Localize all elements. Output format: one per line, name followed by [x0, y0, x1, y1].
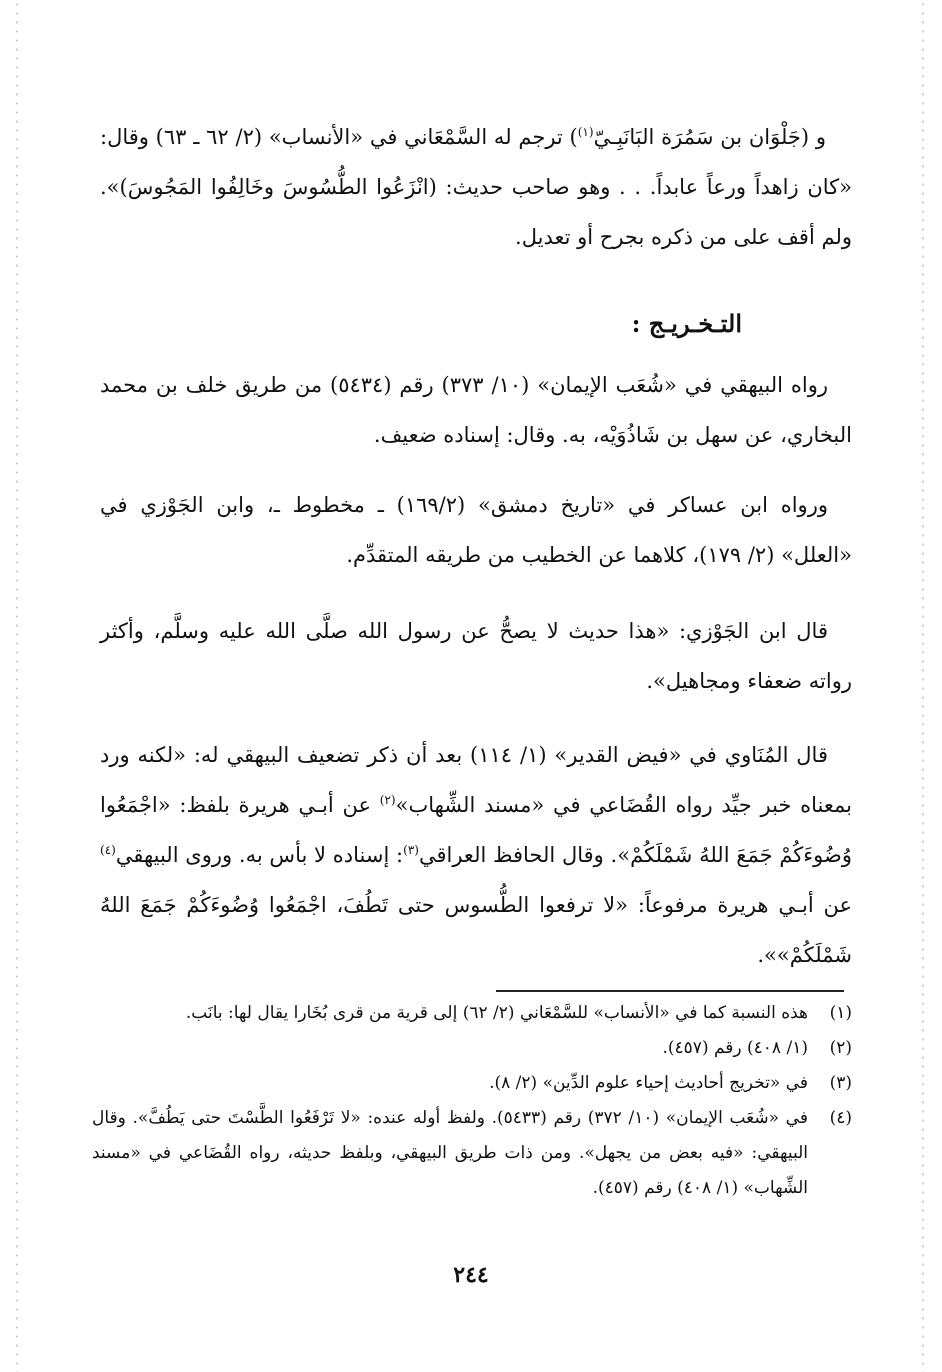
paragraph-bayhaqi: رواه البيهقي في «شُعَب الإيمان» (١٠/ ٣٧٣) رقم (٥٤٣٤) من طريق خلف بن محمد البخاري، عن سهل بن شَاذُوَيْه، به. وقال: إسناده ضعيف.: [100, 373, 852, 447]
paragraph-ibn-jawzi: قال ابن الجَوْزي: «هذا حديث لا يصحُّ عن رسول الله صلَّى الله عليه وسلَّم، وأكثر رواته ضعفاء ومجاهيل».: [100, 619, 852, 693]
footnote-1: [92, 996, 852, 1031]
footnote-4: [92, 1101, 852, 1206]
munawi-text-c: : إسناده لا بأس به. وروى البيهقي: [115, 843, 404, 867]
takhrij-block-1: [100, 360, 852, 460]
footnote-text: (١/ ٤٠٨) رقم (٤٥٧).: [662, 1038, 808, 1058]
footnote-marker-1[interactable]: (١): [577, 125, 594, 139]
footnote-3: [92, 1066, 852, 1101]
footnotes: [92, 996, 852, 1206]
munawi-text-b: عن أبـي هريرة بلفظ: «اجْمَعُوا وُضُوءَكُمْ جَمَعَ اللهُ شَمْلَكُمْ». وقال الحافظ العراقي: [100, 793, 852, 867]
footnote-divider: [496, 990, 844, 992]
takhrij-block-2: [100, 480, 852, 580]
footnote-text: في «شُعَب الإيمان» (١٠/ ٣٧٢) رقم (٥٤٣٣). ولفظ أوله عنده: «لا تَرْفَعُوا الطَّسْتَ حتى يَطُفَّ». وقال البيهقي: «فيه بعض من يجهل». ومن ذات طريق البيهقي، وبلفظ حديثه، رواه القُضَاعي في «مسند الشِّهاب» (١/ ٤٠٨) رقم (٤٥٧).: [92, 1108, 808, 1198]
page-number: ٢٤٤: [453, 1262, 489, 1288]
scan-edge-dots-right: [922, 0, 924, 1372]
footnote-number: (٢): [829, 1038, 852, 1058]
takhrij-block-4: [100, 730, 852, 980]
footnote-text: في «تخريج أحاديث إحياء علوم الدِّين» (٢/ ٨).: [489, 1073, 808, 1093]
intro-text-rest: ) ترجم له السَّمْعَاني في «الأنساب» (٢/ ٦٢ ـ ٦٣) وقال: «كان زاهداً ورعاً عابداً. . . وهو صاحب حديث: (انْزَعُوا الطُّسُوسَ وخَالِفُوا المَجُوسَ)». ولم أقف على من ذكره بجرح أو تعديل.: [100, 125, 852, 249]
paragraph-ibn-asakir: ورواه ابن عساكر في «تاريخ دمشق» (١٦٩/٢) ـ مخطوط ـ، وابن الجَوْزي في «العلل» (٢/ ١٧٩)، كلاهما عن الخطيب من طريقه المتقدِّم.: [100, 493, 852, 567]
footnote-text: هذه النسبة كما في «الأنساب» للسَّمْعَاني (٢/ ٦٢) إلى قرية من قرى بُخَارا يقال لها: بانَب.: [185, 1003, 808, 1023]
munawi-text-a: قال المُنَاوي في «فيض القدير» (١/ ١١٤) بعد أن ذكر تضعيف البيهقي له: «لكنه ورد بمعناه خبر جيِّد رواه القُضَاعي في «مسند الشِّهاب»: [100, 743, 853, 817]
intro-paragraph: [100, 112, 852, 262]
munawi-text-d: عن أبـي هريرة مرفوعاً: «لا ترفعوا الطُّسوس حتى تَطُفَ، اجْمَعُوا وُضُوءَكُمْ جَمَعَ اللهُ شَمْلَكُمْ»».: [100, 893, 852, 967]
intro-text: و (جَلْوَان بن سَمُرَة البَانَبِـيّ: [593, 125, 826, 149]
intro-block: [100, 112, 852, 262]
section-heading: التـخـريـج :: [631, 309, 742, 338]
footnote-marker-2[interactable]: (٢): [379, 793, 396, 807]
footnote-marker-3[interactable]: (٣): [403, 843, 419, 857]
scan-edge-dots-left: [16, 0, 18, 1372]
footnote-marker-4[interactable]: (٤): [100, 843, 116, 857]
takhrij-block-3: [100, 606, 852, 706]
paragraph-munawi: [100, 730, 852, 980]
footnote-2: [92, 1031, 852, 1066]
footnote-number: (١): [829, 1003, 852, 1023]
footnote-number: (٤): [829, 1108, 852, 1128]
footnote-number: (٣): [829, 1073, 852, 1093]
